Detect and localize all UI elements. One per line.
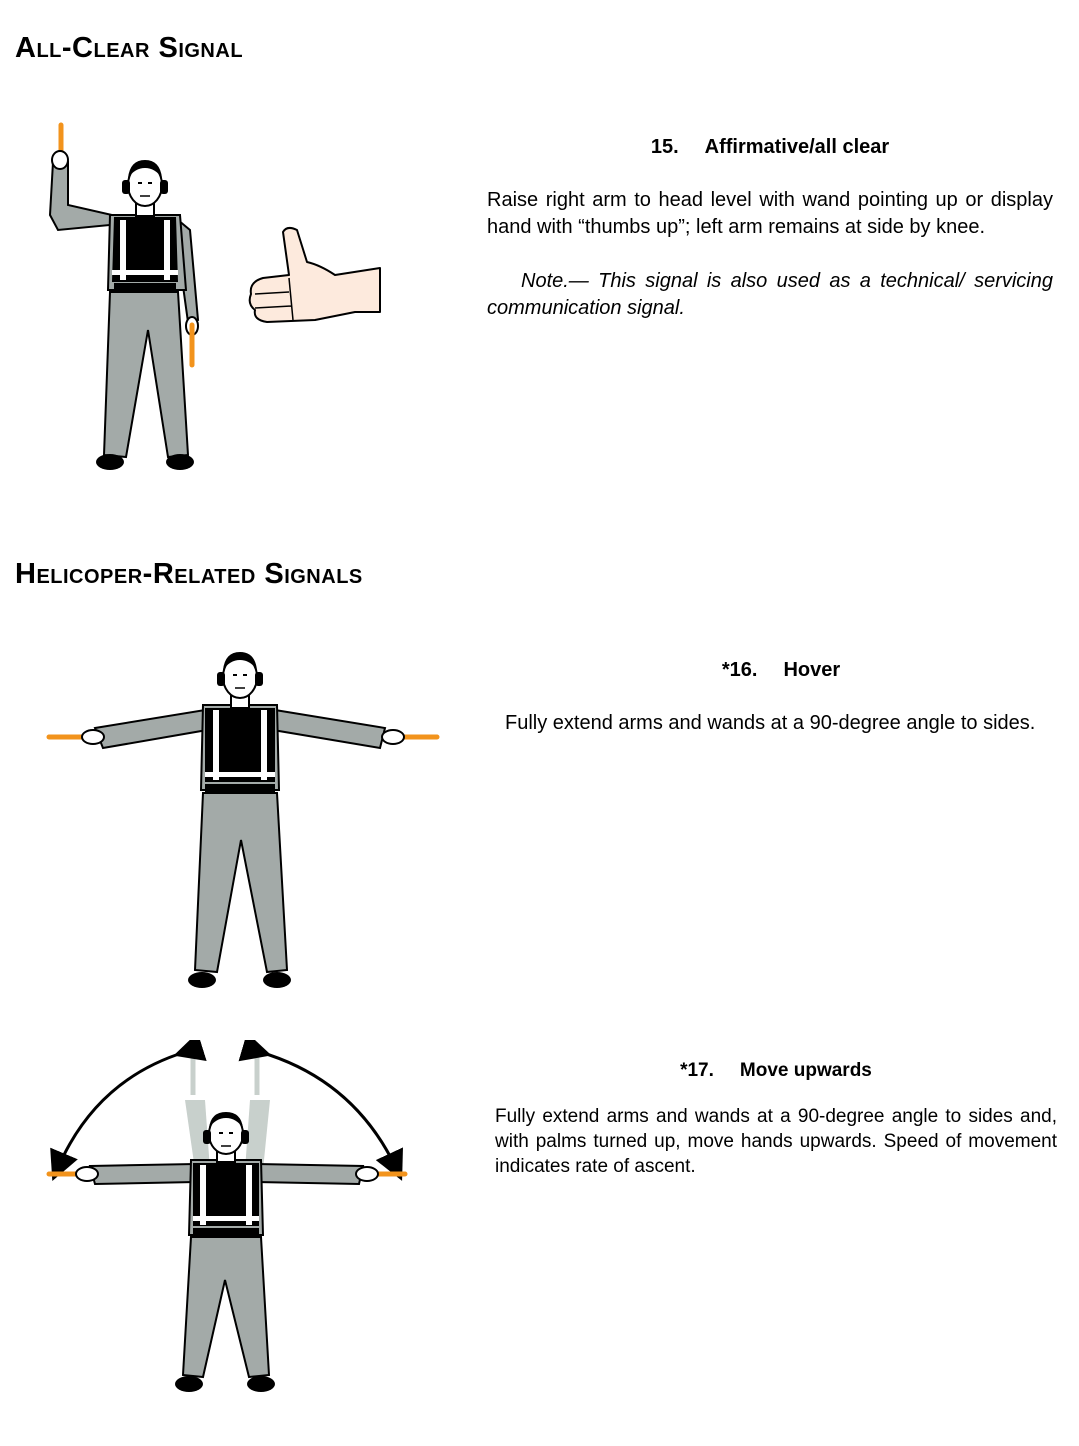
marshaller-hover-figure bbox=[45, 650, 445, 995]
marshaller-move-upwards-figure bbox=[45, 1040, 415, 1400]
section-title-helicopter: Helicoper-Related Signals bbox=[15, 558, 363, 590]
signal-17-number: *17. bbox=[680, 1060, 714, 1081]
signal-15-title: Affirmative/all clear bbox=[704, 136, 890, 158]
signal-16 bbox=[505, 659, 1057, 737]
signal-17 bbox=[495, 1060, 1057, 1179]
signal-17-description: Fully extend arms and wands at a 90-degree angle to sides and, with palms turned up, move hands upwards. Speed of movement indicates rate of ascent. bbox=[495, 1106, 1057, 1177]
signal-15-note: Note.— This signal is also used as a technical/ servicing communication signal. bbox=[487, 270, 1053, 319]
section-title-all-clear: All-Clear Signal bbox=[15, 32, 244, 64]
signal-16-number: *16. bbox=[721, 659, 758, 681]
movement-arrow-left-icon bbox=[57, 1052, 185, 1170]
signal-16-heading bbox=[505, 659, 1057, 682]
signal-16-title: Hover bbox=[783, 659, 841, 681]
signal-15-description: Raise right arm to head level with wand pointing up or display hand with “thumbs up”; left arm remains at side by knee. bbox=[487, 189, 1053, 238]
thumbs-up-hand-icon bbox=[245, 220, 385, 330]
signal-15-number: 15. bbox=[650, 136, 679, 158]
signal-15-heading bbox=[487, 136, 1053, 159]
signal-17-title: Move upwards bbox=[739, 1060, 872, 1081]
signal-17-heading bbox=[495, 1060, 1057, 1082]
signal-15 bbox=[487, 136, 1053, 322]
movement-arrow-right-icon bbox=[260, 1052, 397, 1170]
marshaller-all-clear-figure bbox=[30, 120, 230, 480]
signal-16-description: Fully extend arms and wands at a 90-degree angle to sides. bbox=[505, 712, 1036, 734]
